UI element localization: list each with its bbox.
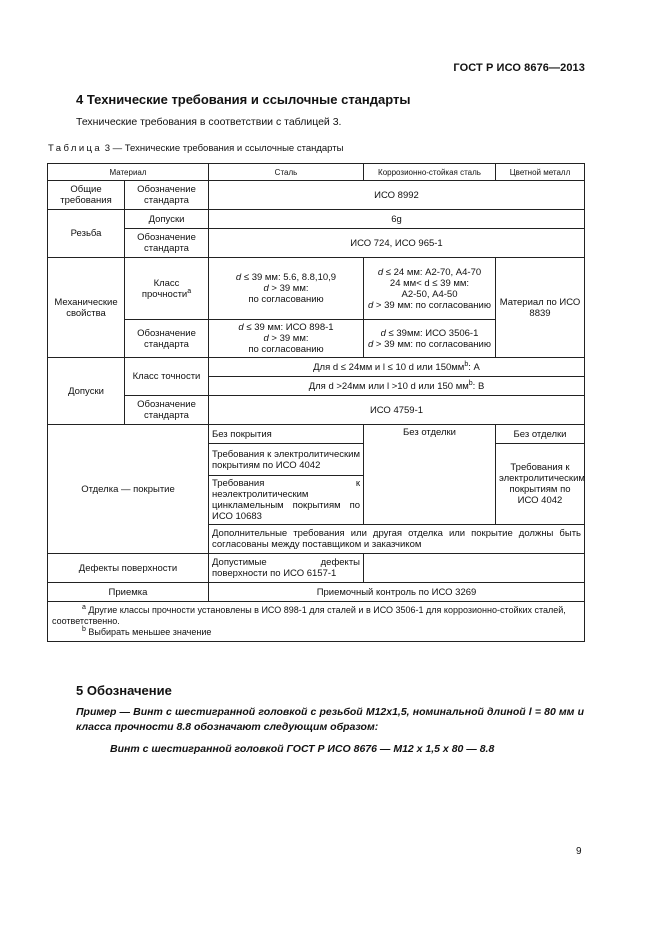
thread-tol-value: 6g	[209, 210, 585, 229]
document-id: ГОСТ Р ИСО 8676—2013	[453, 62, 585, 74]
requirements-table	[47, 163, 585, 642]
header-stainless: Коррозионно-стойкая сталь	[364, 164, 496, 181]
stainless-class-line: d ≤ 24 мм: А2-70, А4-70	[377, 266, 482, 278]
steel-class-line: d ≤ 39 мм: 5.6, 8.8,10,9	[235, 272, 337, 283]
table-caption-text: 3 — Технические требования и ссылочные стандарты	[102, 143, 344, 154]
tol-class-label: Класс точности	[125, 358, 209, 396]
mech-class-text: Класс прочности	[141, 277, 188, 300]
header-steel: Сталь	[209, 164, 364, 181]
finish-additional: Дополнительные требования или другая отделка или покрытие должны быть согласованы между поставщиком и заказчиком	[209, 525, 585, 554]
footnotes	[48, 602, 585, 642]
thread-label: Резьба	[48, 210, 125, 258]
footnote-a-ref: a	[187, 287, 192, 295]
stainless-class-l4: > 39 мм: по согласованию	[373, 299, 491, 311]
tol-std-label: Обозначение стандарта	[125, 396, 209, 425]
tol-row-a-tail: : А	[468, 361, 480, 373]
tol-label: Допуски	[48, 358, 125, 425]
tol-row-b-tail: : В	[472, 380, 485, 392]
row-thread-tol	[48, 210, 585, 229]
steel-std-line: d ≤ 39 мм: ИСО 898-1	[238, 322, 334, 333]
thread-std-value: ИСО 724, ИСО 965-1	[209, 229, 585, 258]
defects-empty	[364, 554, 585, 583]
row-thread-std	[48, 229, 585, 258]
steel-std-line: по согласованию	[248, 344, 324, 355]
mech-steel-class	[209, 258, 364, 320]
finish-no-finish-nonferrous: Без отделки	[496, 425, 585, 444]
acceptance-label: Приемка	[48, 583, 209, 602]
mech-nonferrous: Материал по ИСО 8839	[496, 258, 585, 358]
mech-stainless-std	[364, 320, 496, 358]
footnote-a	[52, 605, 580, 627]
section-5-title: 5 Обозначение	[76, 683, 172, 698]
finish-no-coating: Без покрытия	[209, 425, 364, 444]
steel-std-l2: > 39 мм:	[268, 333, 309, 344]
stainless-class-line: 24 мм< d ≤ 39 мм:	[389, 277, 470, 289]
footnote-b-mark: b	[82, 626, 86, 633]
steel-class-l2: > 39 мм:	[268, 283, 309, 294]
mech-steel-std	[209, 320, 364, 358]
table-header-row	[48, 164, 585, 181]
general-label: Общие требования	[48, 181, 125, 210]
tol-row-b-text: Для d >24мм или l >10 d или 150 мм	[308, 380, 469, 392]
footnote-b-ref: b	[464, 360, 469, 368]
mech-stainless-class	[364, 258, 496, 320]
page-number: 9	[576, 846, 582, 857]
finish-non-electro: Требования к неэлектролитическим цинкламельным покрытиям по ИСО 10683	[209, 476, 364, 525]
finish-no-finish-stainless: Без отделки	[364, 425, 496, 525]
stainless-std-line: d ≤ 39мм: ИСО 3506-1	[380, 327, 479, 339]
footnote-b	[52, 627, 580, 638]
row-general	[48, 181, 585, 210]
stainless-class-line: А2-50, А4-50	[401, 288, 458, 300]
tol-row-b	[209, 377, 585, 396]
mech-std-label: Обозначение стандарта	[125, 320, 209, 358]
finish-nonferrous-electro: Требования к электролитическим покрытиям по ИСО 4042	[496, 444, 585, 525]
row-acceptance	[48, 583, 585, 602]
row-footnotes	[48, 602, 585, 642]
finish-electro: Требования к электролитическим покрытиям по ИСО 4042	[209, 444, 364, 476]
header-nonferrous: Цветной металл	[496, 164, 585, 181]
stainless-class-line: d > 39 мм: по согласованию	[367, 299, 491, 311]
row-mech-class	[48, 258, 585, 320]
thread-tol-label: Допуски	[125, 210, 209, 229]
row-tol-a	[48, 358, 585, 377]
steel-std-line: d > 39 мм:	[263, 333, 309, 344]
header-material: Материал	[48, 164, 209, 181]
tol-row-a-text: Для d ≤ 24мм и l ≤ 10 d или 150мм	[313, 361, 465, 373]
steel-std-l1: ≤ 39 мм: ИСО 898-1	[243, 322, 334, 333]
stainless-class-l1: ≤ 24 мм: А2-70, А4-70	[383, 266, 482, 278]
row-finish-1	[48, 425, 585, 444]
section-4-title: 4 Технические требования и ссылочные стандарты	[76, 92, 411, 107]
table-caption-prefix: Таблица	[48, 143, 103, 154]
section-4-intro: Технические требования в соответствии с таблицей 3.	[76, 116, 342, 128]
stainless-std-line: d > 39 мм: по согласованию	[367, 338, 491, 350]
mech-label: Механические свойства	[48, 258, 125, 358]
footnote-b-ref: b	[468, 379, 473, 387]
thread-std-label: Обозначение стандарта	[125, 229, 209, 258]
example-text: Пример — Винт с шестигранной головкой с резьбой М12х1,5, номинальной длиной l = 80 мм и класса прочности 8.8 обозначают следующим образом:	[76, 706, 584, 733]
row-defects	[48, 554, 585, 583]
footnote-a-text: Другие классы прочности установлены в ИСО 898-1 для сталей и в ИСО 3506-1 для коррозионно-стойких сталей, соответственно.	[52, 605, 566, 626]
general-value: ИСО 8992	[209, 181, 585, 210]
stainless-std-l1: ≤ 39мм: ИСО 3506-1	[385, 327, 479, 339]
stainless-std-l2: > 39 мм: по согласованию	[373, 338, 491, 350]
defects-value: Допустимые дефекты поверхности по ИСО 6157-1	[209, 554, 364, 583]
steel-class-l1: ≤ 39 мм: 5.6, 8.8,10,9	[241, 272, 337, 283]
defects-label: Дефекты поверхности	[48, 554, 209, 583]
row-tol-std	[48, 396, 585, 425]
tol-row-a	[209, 358, 585, 377]
table-caption	[48, 143, 343, 154]
steel-class-line: по согласованию	[248, 294, 324, 305]
footnote-a-mark: a	[82, 604, 86, 611]
acceptance-value: Приемочный контроль по ИСО 3269	[209, 583, 585, 602]
footnote-b-text: Выбирать меньшее значение	[85, 627, 212, 637]
designation-example: Винт с шестигранной головкой ГОСТ Р ИСО 8676 — М12 х 1,5 х 80 — 8.8	[110, 743, 495, 755]
tol-std-value: ИСО 4759-1	[209, 396, 585, 425]
finish-label: Отделка — покрытие	[48, 425, 209, 554]
mech-class-label	[125, 258, 209, 320]
steel-class-line: d > 39 мм:	[263, 283, 309, 294]
general-sub: Обозначение стандарта	[125, 181, 209, 210]
